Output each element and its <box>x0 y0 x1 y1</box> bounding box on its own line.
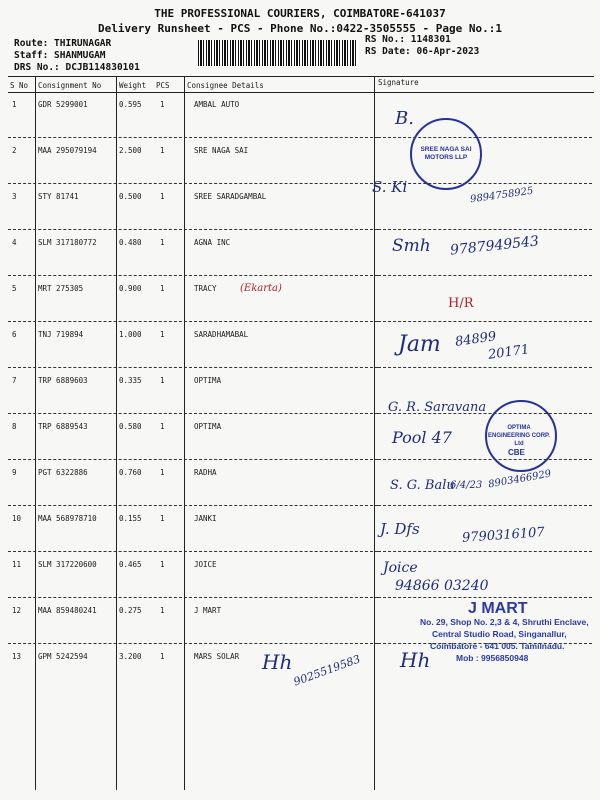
phone-row11: 94866 03240 <box>395 578 489 594</box>
row-sno: 2 <box>12 146 17 155</box>
row-weight: 2.500 <box>119 146 142 155</box>
header-consignment: Consignment No <box>38 81 102 90</box>
drs-number: DRS No.: DCJB114830101 <box>14 62 140 73</box>
row-separator <box>8 321 378 322</box>
row-consignee: AGNA INC <box>194 238 231 247</box>
row-weight: 0.465 <box>119 560 142 569</box>
signature-row4: Smh <box>392 236 431 256</box>
row-separator <box>8 597 378 598</box>
row-weight: 0.335 <box>119 376 142 385</box>
signature-row8: Pool 47 <box>392 428 452 447</box>
signature-row1: B. <box>395 108 414 129</box>
row-consignment-no: SLM 317220600 <box>38 560 97 569</box>
row-weight: 0.595 <box>119 100 142 109</box>
row-consignee: SARADHAMABAL <box>194 330 249 339</box>
signature-separator <box>378 321 592 322</box>
row-consignee: TRACY <box>194 284 217 293</box>
jmart-stamp-name: J MART <box>468 600 528 617</box>
signature-separator <box>378 183 592 184</box>
row-separator <box>8 137 378 138</box>
row-sno: 1 <box>12 100 17 109</box>
signature-row7: G. R. Saravana <box>388 400 487 415</box>
table-header-border <box>8 92 594 93</box>
row-pcs: 1 <box>160 100 165 109</box>
row-consignment-no: STY 81741 <box>38 192 79 201</box>
date-row9: 6/4/23 <box>450 480 483 491</box>
seal-row2-text: SREE NAGA SAI MOTORS LLP <box>420 146 472 161</box>
staff-label: Staff: SHANMUGAM <box>14 50 106 61</box>
signature-separator <box>378 275 592 276</box>
row-pcs: 1 <box>160 468 165 477</box>
phone-row13: 9025519583 <box>291 652 363 689</box>
rs-date: RS Date: 06-Apr-2023 <box>365 46 480 57</box>
row-consignee: SRE NAGA SAI <box>194 146 249 155</box>
row-consignee: OPTIMA <box>194 376 222 385</box>
row-sno: 8 <box>12 422 17 431</box>
signature-row9: S. G. Balu <box>390 478 455 493</box>
signature-row6: Jam <box>398 332 441 357</box>
rs-number: RS No.: 1148301 <box>365 34 451 45</box>
row-consignee: MARS SOLAR <box>194 652 240 661</box>
row-pcs: 1 <box>160 376 165 385</box>
phone-row3: 9894758925 <box>469 185 535 206</box>
phone-row9: 8903466929 <box>487 468 553 491</box>
signature-separator <box>378 367 592 368</box>
row-pcs: 1 <box>160 330 165 339</box>
row-consignment-no: GPM 5242594 <box>38 652 88 661</box>
row-weight: 0.760 <box>119 468 142 477</box>
row-sno: 11 <box>12 560 22 569</box>
row-consignment-no: TRP 6889543 <box>38 422 88 431</box>
row-sno: 4 <box>12 238 17 247</box>
row-pcs: 1 <box>160 606 165 615</box>
row-consignment-no: MRT 275305 <box>38 284 84 293</box>
seal-row8-city: CBE <box>508 448 525 457</box>
row-consignment-no: TRP 6889603 <box>38 376 88 385</box>
row-pcs: 1 <box>160 146 165 155</box>
runsheet-subtitle: Delivery Runsheet - PCS - Phone No.:0422-3505555 - Page No.:1 <box>98 22 502 35</box>
row-consignment-no: MAA 859480241 <box>38 606 97 615</box>
route-label: Route: THIRUNAGAR <box>14 38 112 49</box>
signature-row13: Hh <box>262 650 293 674</box>
row-consignee: JANKI <box>194 514 217 523</box>
signature-separator <box>378 597 592 598</box>
row-separator <box>8 505 378 506</box>
row-pcs: 1 <box>160 422 165 431</box>
signature-separator <box>378 137 592 138</box>
row-sno: 3 <box>12 192 17 201</box>
row-weight: 0.155 <box>119 514 142 523</box>
row-weight: 0.900 <box>119 284 142 293</box>
row-weight: 0.580 <box>119 422 142 431</box>
jmart-stamp-line2: Central Studio Road, Singanallur, <box>432 629 567 639</box>
row-consignment-no: GDR 5299001 <box>38 100 88 109</box>
jmart-stamp-line1: No. 29, Shop No. 2,3 & 4, Shruthi Enclave, <box>420 617 589 627</box>
header-weight: Weight <box>119 81 147 90</box>
row-consignment-no: MAA 295079194 <box>38 146 97 155</box>
row-pcs: 1 <box>160 652 165 661</box>
row-pcs: 1 <box>160 560 165 569</box>
header-signature: Signature <box>378 78 419 87</box>
signature-row13-b: Hh <box>400 648 431 672</box>
row-separator <box>8 459 378 460</box>
header-consignee: Consignee Details <box>187 81 264 90</box>
signature-row3: S. Ki <box>372 178 408 196</box>
row-pcs: 1 <box>160 514 165 523</box>
num-row6-b: 20171 <box>487 342 531 363</box>
seal-row8-text: OPTIMA ENGINEERING CORP. Ltd <box>488 425 550 447</box>
row-consignee: SREE SARADGAMBAL <box>194 192 267 201</box>
row-separator <box>8 551 378 552</box>
row-sno: 13 <box>12 652 22 661</box>
row-pcs: 1 <box>160 238 165 247</box>
row-consignment-no: PGT 6322886 <box>38 468 88 477</box>
row-weight: 1.000 <box>119 330 142 339</box>
row-separator <box>8 183 378 184</box>
signature-separator <box>378 505 592 506</box>
row-sno: 6 <box>12 330 17 339</box>
row-pcs: 1 <box>160 192 165 201</box>
row-consignment-no: MAA 568978710 <box>38 514 97 523</box>
note-row5: H/R <box>448 296 474 311</box>
jmart-stamp-line3: Coimbatore - 641 005. Tamilnadu. <box>430 641 565 651</box>
row-weight: 0.275 <box>119 606 142 615</box>
phone-row4: 9787949543 <box>449 233 540 259</box>
row-sno: 10 <box>12 514 22 523</box>
signature-separator <box>378 229 592 230</box>
row-consignee: RADHA <box>194 468 217 477</box>
row-separator <box>8 275 378 276</box>
note-row5-consignee: (Ekarta) <box>240 283 282 294</box>
company-title: THE PROFESSIONAL COURIERS, COIMBATORE-641037 <box>154 7 446 20</box>
row-separator <box>8 367 378 368</box>
row-separator <box>8 229 378 230</box>
header-sno: S No <box>10 81 29 90</box>
barcode <box>198 40 358 66</box>
row-weight: 0.500 <box>119 192 142 201</box>
num-row6-a: 84899 <box>454 329 498 350</box>
row-consignee: JOICE <box>194 560 217 569</box>
row-sno: 12 <box>12 606 22 615</box>
row-separator <box>8 413 378 414</box>
row-pcs: 1 <box>160 284 165 293</box>
row-weight: 0.480 <box>119 238 142 247</box>
jmart-stamp-line4: Mob : 9956850948 <box>456 653 529 663</box>
row-consignee: AMBAL AUTO <box>194 100 240 109</box>
row-weight: 3.200 <box>119 652 142 661</box>
row-separator <box>8 643 378 644</box>
table-top-border <box>8 76 594 77</box>
signature-row10: J. Dfs <box>380 520 420 538</box>
signature-row11: Joice <box>383 560 418 576</box>
row-consignee: OPTIMA <box>194 422 222 431</box>
phone-row10: 9790316107 <box>461 525 546 546</box>
row-consignment-no: TNJ 719894 <box>38 330 84 339</box>
row-sno: 5 <box>12 284 17 293</box>
signature-separator <box>378 551 592 552</box>
header-pcs: PCS <box>156 81 170 90</box>
row-consignment-no: SLM 317180772 <box>38 238 97 247</box>
row-sno: 7 <box>12 376 17 385</box>
signature-separator <box>378 459 592 460</box>
row-consignee: J MART <box>194 606 222 615</box>
row-sno: 9 <box>12 468 17 477</box>
